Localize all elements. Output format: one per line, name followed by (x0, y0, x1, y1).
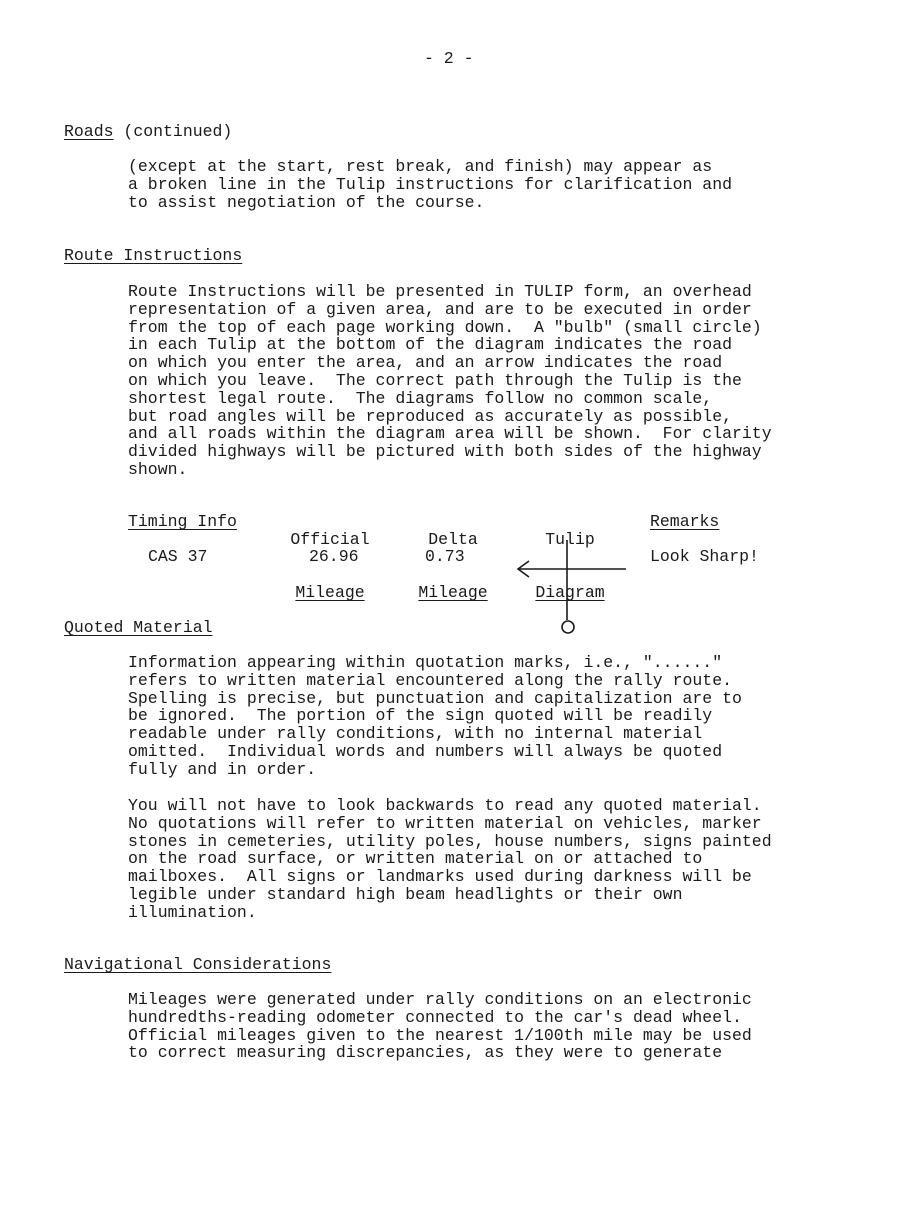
text-line: No quotations will refer to written material on vehicles, marker (128, 813, 762, 833)
header-bottom: Diagram (535, 582, 605, 602)
section-heading-route-instructions: Route Instructions (64, 246, 243, 265)
table-cell-official-mileage: 26.96 (309, 547, 359, 566)
text-line: Official mileages given to the nearest 1/100th mile may be used (128, 1025, 752, 1045)
text-line: but road angles will be reproduced as accurately as possible, (128, 406, 732, 426)
text-line: a broken line in the Tulip instructions for clarification and (128, 174, 732, 194)
quoted-material-paragraph-2 (128, 797, 868, 922)
text-line: readable under rally conditions, with no internal material (128, 724, 703, 744)
text-line: to assist negotiation of the course. (128, 192, 485, 212)
section-heading-navigational-considerations: Navigational Considerations (64, 955, 332, 974)
text-line: be ignored. The portion of the sign quoted will be readily (128, 706, 713, 726)
page-number: - 2 - (424, 49, 474, 68)
text-line: Spelling is precise, but punctuation and capitalization are to (128, 688, 742, 708)
text-line: (except at the start, rest break, and finish) may appear as (128, 157, 713, 176)
roads-heading-label: Roads (64, 122, 114, 141)
text-line: in each Tulip at the bottom of the diagram indicates the road (128, 335, 732, 355)
quoted-material-paragraph-1 (128, 654, 868, 779)
text-line: mailboxes. All signs or landmarks used during darkness will be (128, 867, 752, 887)
text-line: on the road surface, or written material on or attached to (128, 849, 703, 869)
table-cell-timing-info: CAS 37 (148, 547, 208, 566)
text-line: Route Instructions will be presented in TULIP form, an overhead (128, 282, 752, 301)
route-instructions-paragraph (128, 283, 868, 479)
text-line: from the top of each page working down. A "bulb" (small circle) (128, 317, 762, 337)
roads-paragraph (128, 158, 868, 211)
text-line: divided highways will be pictured with both sides of the highway (128, 442, 762, 462)
navigational-paragraph (128, 991, 868, 1062)
table-cell-delta-mileage: 0.73 (425, 547, 465, 566)
table-header-timing-info: Timing Info (128, 512, 237, 531)
text-line: to correct measuring discrepancies, as they were to generate (128, 1043, 723, 1063)
header-top: Official (290, 529, 370, 549)
header-bottom: Mileage (295, 582, 365, 602)
section-heading-quoted-material: Quoted Material (64, 618, 213, 637)
text-line: Mileages were generated under rally conditions on an electronic (128, 990, 752, 1009)
text-line: legible under standard high beam headlights or their own (128, 884, 683, 904)
text-line: fully and in order. (128, 759, 317, 779)
tulip-entry-bulb (562, 621, 574, 633)
text-line: hundredths-reading odometer connected to the car's dead wheel. (128, 1007, 742, 1027)
header-bottom: Mileage (418, 582, 488, 602)
section-heading-roads (64, 123, 232, 141)
text-line: Information appearing within quotation marks, i.e., "......" (128, 653, 723, 672)
text-line: on which you leave. The correct path through the Tulip is the (128, 370, 742, 390)
table-cell-remarks: Look Sharp! (650, 547, 759, 566)
header-top: Tulip (545, 529, 595, 549)
roads-heading-suffix: (continued) (113, 122, 233, 141)
text-line: omitted. Individual words and numbers will always be quoted (128, 741, 723, 761)
text-line: stones in cemeteries, utility poles, house numbers, signs painted (128, 831, 772, 851)
header-top: Delta (428, 529, 478, 549)
text-line: representation of a given area, and are to be executed in order (128, 299, 752, 319)
text-line: on which you enter the area, and an arrow indicates the road (128, 353, 723, 373)
text-line: and all roads within the diagram area will be shown. For clarity (128, 424, 772, 444)
text-line: shortest legal route. The diagrams follow no common scale, (128, 388, 713, 408)
text-line: shown. (128, 459, 188, 479)
text-line: You will not have to look backwards to read any quoted material. (128, 796, 762, 815)
tulip-diagram (510, 536, 635, 638)
text-line: illumination. (128, 902, 257, 922)
table-header-remarks: Remarks (650, 512, 720, 531)
text-line: refers to written material encountered along the rally route. (128, 670, 732, 690)
